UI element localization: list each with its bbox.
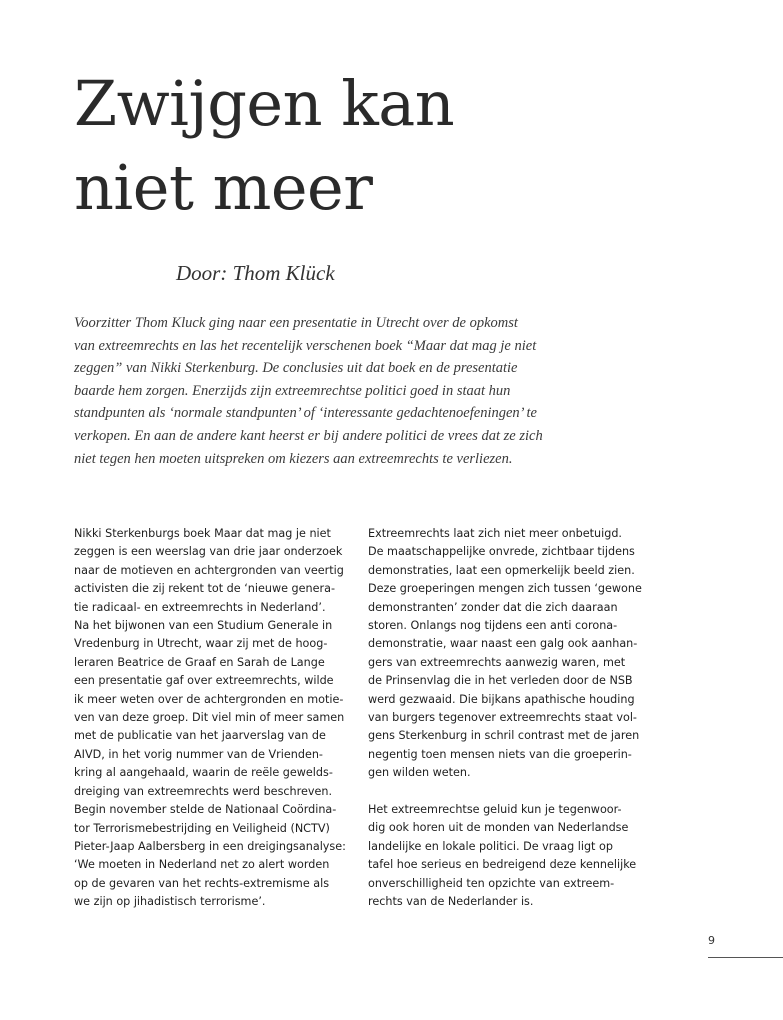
byline: Door: Thom Klück — [176, 261, 335, 285]
intro-line: zeggen” van Nikki Sterkenburg. De conclusies uit dat boek en de presentatie — [74, 360, 518, 377]
body-line: Begin november stelde de Nationaal Coördina- — [74, 803, 337, 817]
body-line: Het extreemrechtse geluid kun je tegenwoor- — [368, 803, 622, 817]
body-line: tafel hoe serieus en bedreigend deze kennelijke — [368, 858, 637, 872]
intro-line: van extreemrechts en las het recentelijk verschenen boek “Maar dat mag je niet — [74, 337, 537, 354]
body-line: onverschilligheid ten opzichte van extreem- — [368, 876, 615, 890]
intro-line: standpunten als ‘normale standpunten’ of ‘interessante gedachtenoefeningen’ te — [74, 405, 537, 422]
body-line: de Prinsenvlag die in het verleden door de NSB — [368, 674, 633, 688]
body-line: Deze groeperingen mengen zich tussen ‘gewone — [368, 582, 642, 596]
body-line: ik meer weten over de achtergronden en motie- — [74, 692, 344, 706]
body-line: op de gevaren van het rechts-extremisme als — [74, 876, 330, 890]
body-line: De maatschappelijke onvrede, zichtbaar tijdens — [368, 545, 635, 559]
page-number-rule — [708, 957, 783, 958]
body-line: Nikki Sterkenburgs boek Maar dat mag je niet — [74, 527, 331, 540]
intro-paragraph — [74, 312, 594, 470]
body-paragraph — [368, 525, 668, 783]
intro-line: verkopen. En aan de andere kant heerst er bij andere politici de vrees dat ze zich — [74, 427, 543, 444]
intro-line: niet tegen hen moeten uitspreken om kiezers aan extreemrechts te verliezen. — [74, 450, 513, 467]
body-line: AIVD, in het vorig nummer van de Vrienden- — [74, 747, 323, 761]
article-title — [74, 62, 454, 230]
body-line: dig ook horen uit de monden van Nederlandse — [368, 821, 629, 835]
body-column-left — [74, 525, 374, 912]
body-line: werd gezwaaid. Die bijkans apathische houding — [368, 692, 635, 706]
body-line: we zijn op jihadistisch terrorisme’. — [74, 895, 266, 909]
intro-line: Voorzitter Thom Kluck ging naar een presentatie in Utrecht over de opkomst — [74, 315, 518, 331]
page-number: 9 — [708, 934, 715, 947]
body-line: gen wilden weten. — [368, 766, 471, 780]
body-line: dreiging van extreemrechts werd beschreven. — [74, 784, 333, 798]
body-line: Extreemrechts laat zich niet meer onbetuigd. — [368, 527, 622, 540]
body-paragraph — [368, 801, 668, 911]
body-line: kring al aangehaald, waarin de reële gewelds- — [74, 766, 333, 780]
title-line: Zwijgen kan — [74, 67, 455, 140]
title-line: niet meer — [74, 151, 373, 224]
intro-line: baarde hem zorgen. Enerzijds zijn extreemrechtse politici goed in staat hun — [74, 382, 511, 399]
body-line: negentig toen mensen niets van die groeperin- — [368, 747, 632, 761]
body-line: storen. Onlangs nog tijdens een anti corona- — [368, 619, 618, 633]
body-line: van burgers tegenover extreemrechts staat vol- — [368, 711, 637, 725]
body-line: een presentatie gaf over extreemrechts, wilde — [74, 674, 334, 688]
body-line: tie radicaal- en extreemrechts in Nederland’. — [74, 600, 326, 614]
body-line: gens Sterkenburg in schril contrast met de jaren — [368, 729, 640, 743]
body-line: met de publicatie van het jaarverslag van de — [74, 729, 326, 743]
body-line: ‘We moeten in Nederland net zo alert worden — [74, 858, 330, 872]
body-line: rechts van de Nederlander is. — [368, 895, 534, 909]
body-line: activisten die zij rekent tot de ‘nieuwe genera- — [74, 582, 335, 596]
body-line: tor Terrorismebestrijding en Veiligheid (NCTV) — [74, 821, 330, 835]
body-line: gers van extreemrechts aanwezig waren, met — [368, 655, 626, 669]
body-line: zeggen is een weerslag van drie jaar onderzoek — [74, 545, 343, 559]
body-line: Na het bijwonen van een Studium Generale in — [74, 619, 333, 633]
body-column-right — [368, 525, 668, 912]
body-line: leraren Beatrice de Graaf en Sarah de Lange — [74, 655, 325, 669]
body-line: demonstranten’ zonder dat die zich daaraan — [368, 600, 618, 614]
body-line: demonstratie, waar naast een galg ook aanhan- — [368, 637, 638, 651]
body-line: ven van deze groep. Dit viel min of meer samen — [74, 711, 345, 725]
body-line: landelijke en lokale politici. De vraag ligt op — [368, 839, 613, 853]
body-line: demonstraties, laat een opmerkelijk beeld zien. — [368, 563, 635, 577]
body-paragraph — [74, 525, 374, 912]
body-line: naar de motieven en achtergronden van veertig — [74, 563, 344, 577]
body-line: Pieter-Jaap Aalbersberg in een dreigingsanalyse: — [74, 839, 346, 853]
body-line: Vredenburg in Utrecht, waar zij met de hoog- — [74, 637, 328, 651]
